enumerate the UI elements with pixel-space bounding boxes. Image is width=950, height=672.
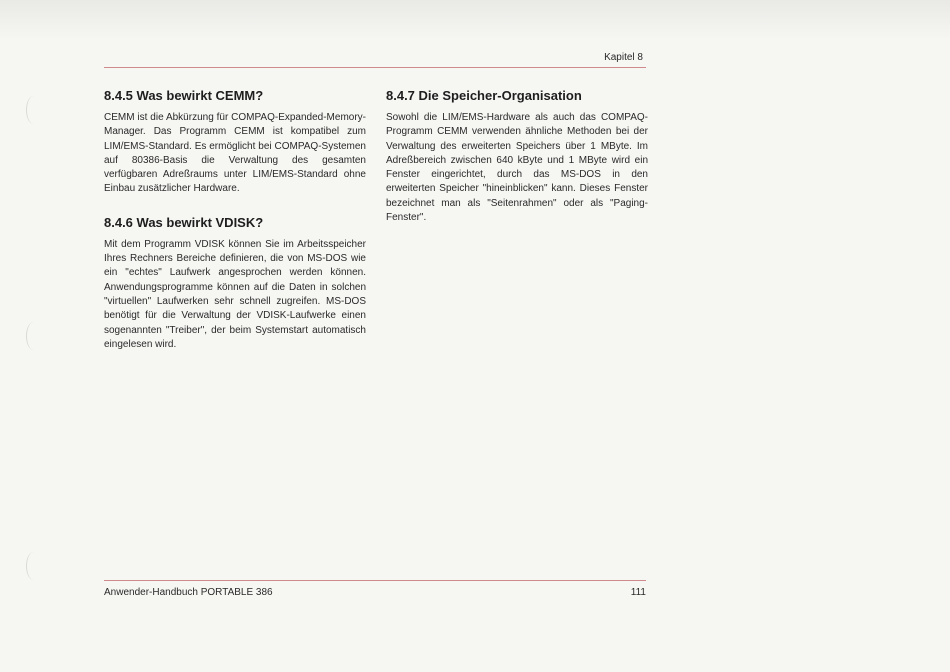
section-body: Mit dem Programm VDISK können Sie im Arbeitsspeicher Ihres Rechners Bereiche definieren, die von MS-DOS wie ein "echtes" Laufwerk angesprochen werden können. Anwendungsprogramme können auf die Daten in solchen "virtuellen" Laufwerken sehr schnell zugreifen. MS-DOS benötigt für die Verwaltung der VDISK-Laufwerke einen sogenannten "Treiber", der beim Systemstart automatisch eingelesen wird.	[104, 238, 366, 350]
section-cemm	[104, 88, 366, 197]
footer-title: Anwender-Handbuch PORTABLE 386	[104, 587, 273, 598]
chapter-label: Kapitel 8	[604, 52, 643, 63]
page-number: 111	[630, 587, 646, 598]
punch-hole-bottom	[26, 552, 41, 580]
footer-rule	[104, 580, 646, 581]
left-column	[104, 88, 366, 352]
scan-shadow	[0, 0, 950, 40]
section-speicher-organisation	[386, 88, 648, 225]
header-rule	[104, 67, 646, 68]
section-body: Sowohl die LIM/EMS-Hardware als auch das COMPAQ-Programm CEMM verwenden ähnliche Methoden bei der Verwaltung des erweiterten Speichers über 1 MByte. Im Adreßbereich zwischen 640 kByte und 1 MByte wird ein Fenster eingerichtet, durch das MS-DOS in den erweiterten Speicher "hineinblicken" kann. Dieses Fenster bezeichnet man als "Seitenrahmen" oder als "Paging-Fenster".	[386, 112, 648, 224]
punch-hole-top	[26, 96, 41, 124]
section-body: CEMM ist die Abkürzung für COMPAQ-Expanded-Memory-Manager. Das Programm CEMM ist kompatibel zum LIM/EMS-Standard. Es ermöglicht bei COMPAQ-Systemen auf 80386-Basis die Verwaltung des gesamten verfügbaren Adreßraums unter LIM/EMS-Standard ohne Einbau zusätzlicher Hardware.	[104, 112, 366, 195]
right-column	[386, 88, 648, 225]
section-heading: 8.4.6 Was bewirkt VDISK?	[104, 214, 264, 230]
section-heading: 8.4.5 Was bewirkt CEMM?	[104, 88, 264, 103]
section-vdisk	[104, 215, 366, 352]
section-heading: 8.4.7 Die Speicher-Organisation	[386, 88, 582, 103]
punch-hole-middle	[26, 322, 41, 350]
